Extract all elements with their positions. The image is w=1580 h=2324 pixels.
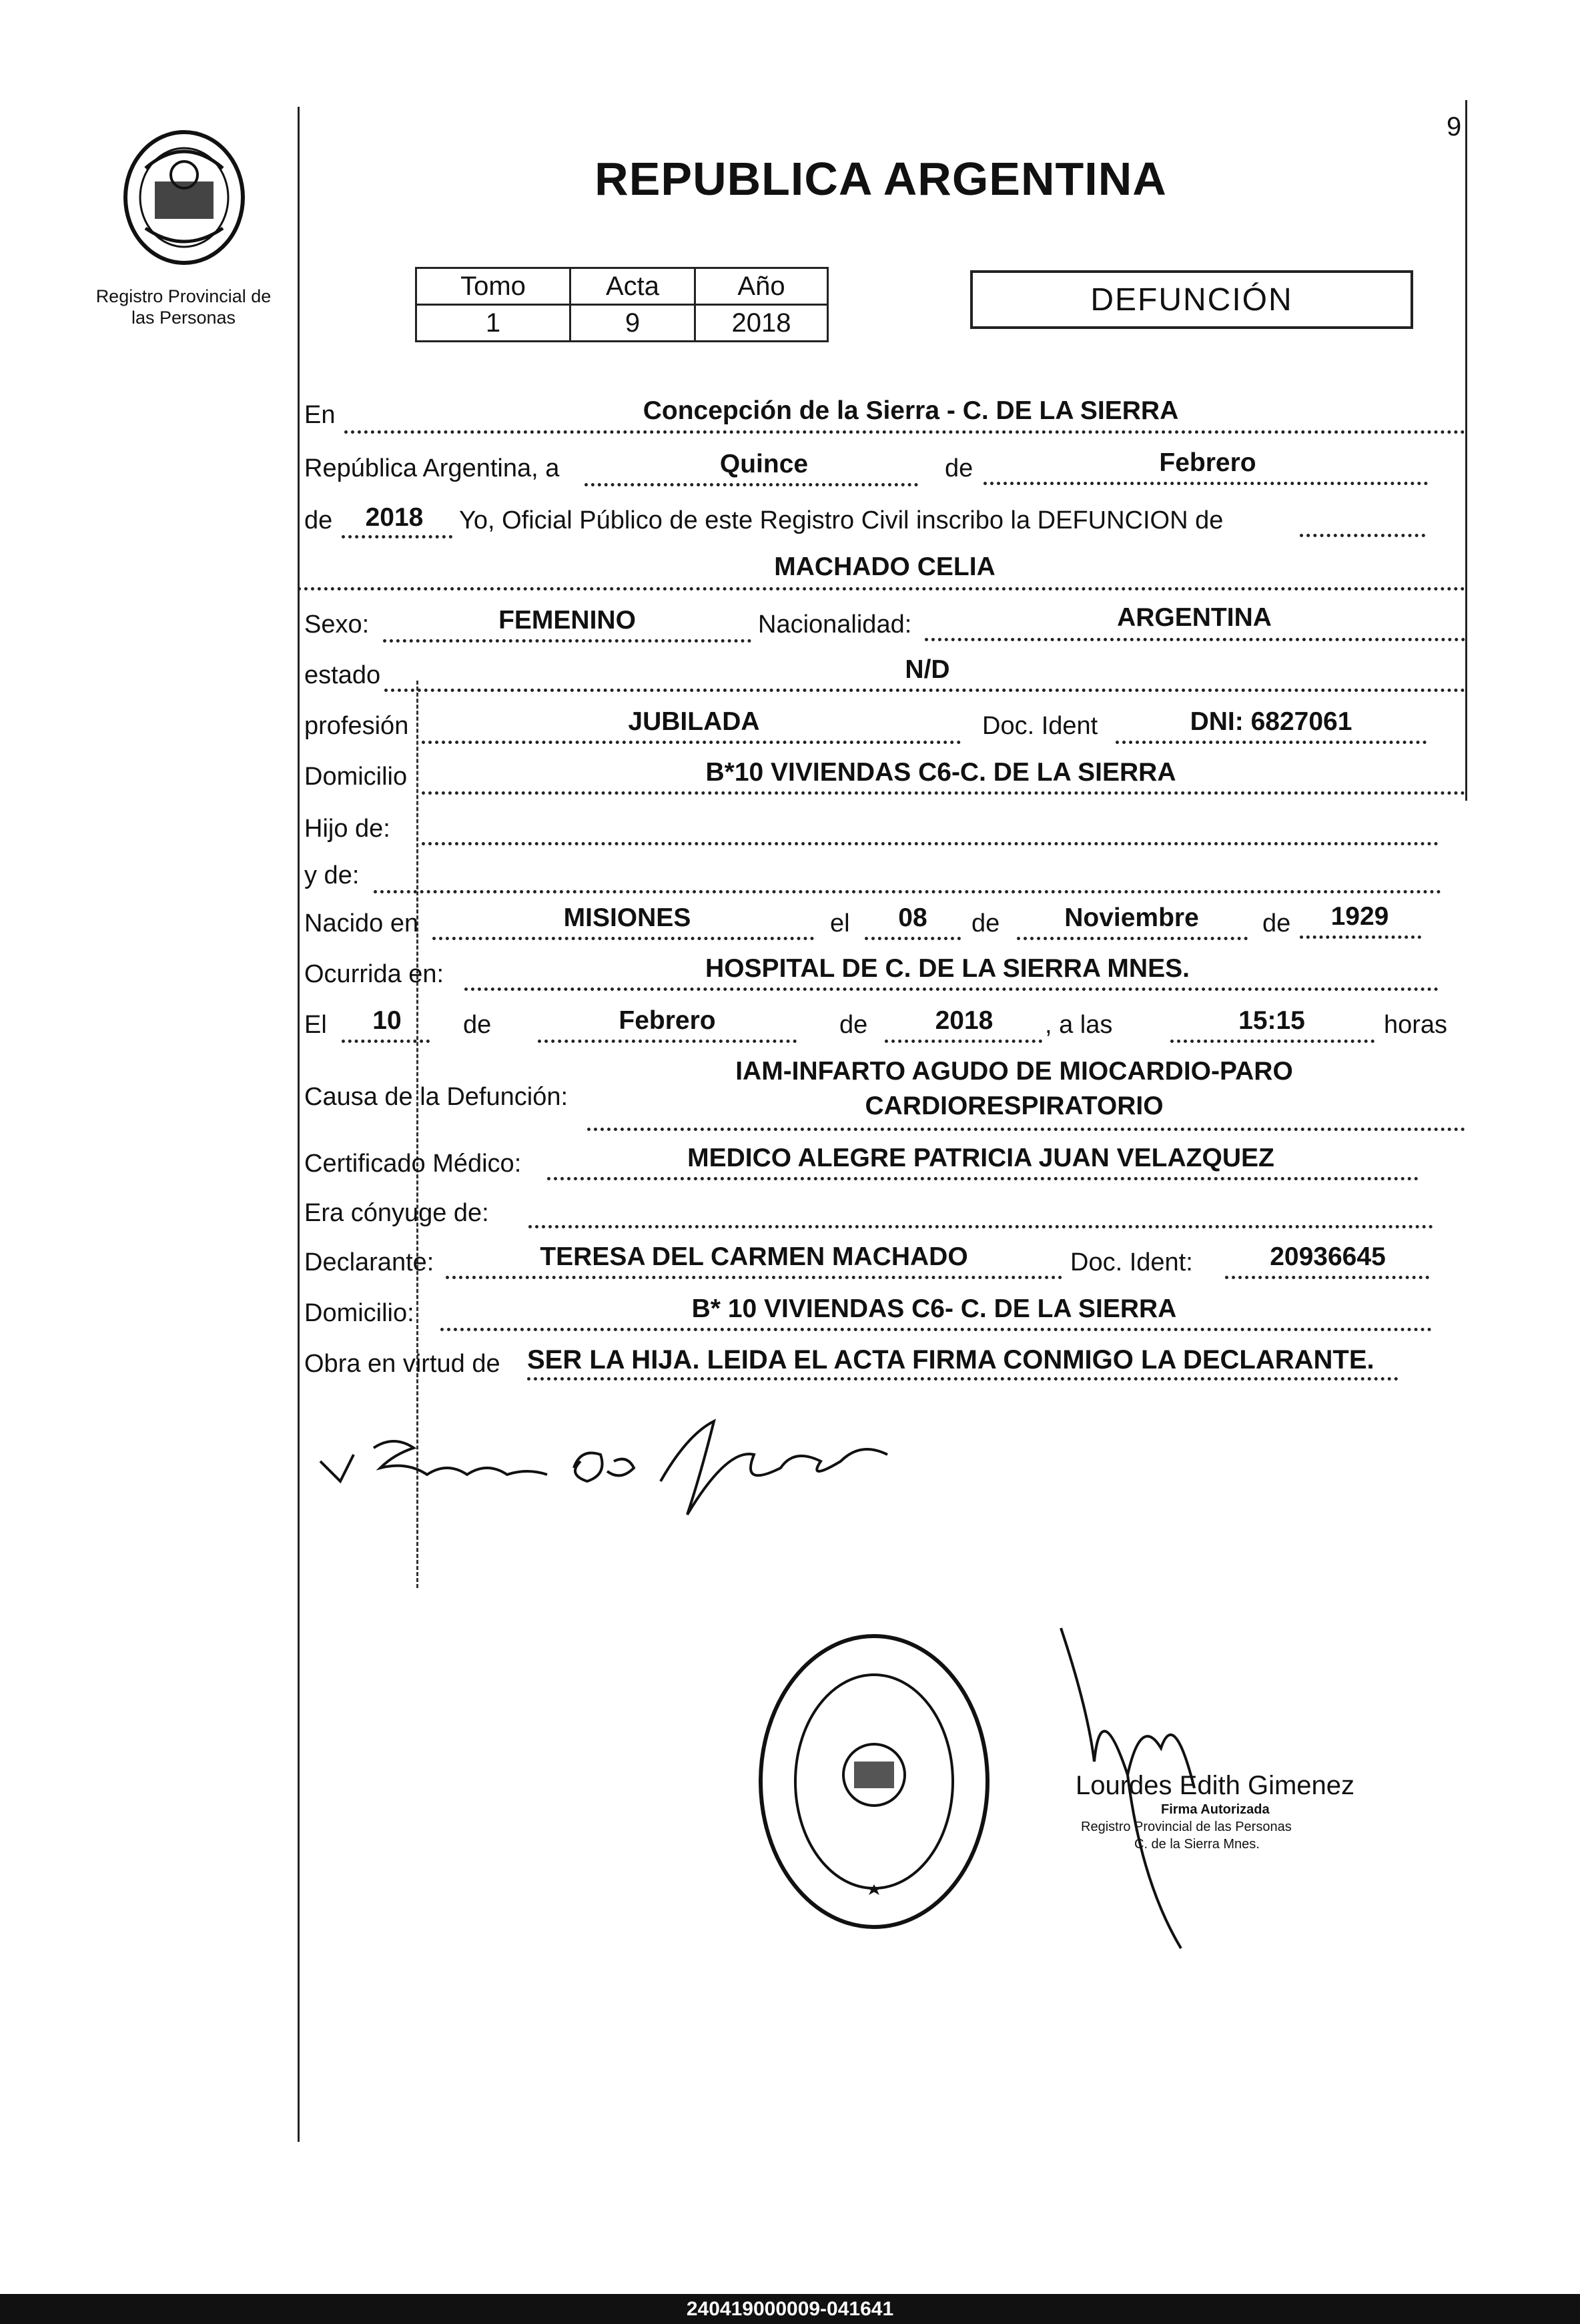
estado-line: [384, 689, 1465, 692]
coat-of-arms-logo: [119, 128, 250, 275]
nac-mes-line: [1017, 937, 1248, 940]
anio-value-inline: 2018: [365, 503, 424, 532]
doc-label: Doc. Ident: [982, 712, 1098, 740]
nac-dia-value: 08: [898, 903, 927, 932]
def-mes-line: [538, 1040, 797, 1043]
doc-line: [1116, 741, 1427, 744]
de2-label: de: [304, 506, 333, 534]
domicilio-value: B*10 VIVIENDAS C6-C. DE LA SIERRA: [705, 758, 1176, 787]
hijo-line: [422, 842, 1439, 845]
acta-header: Acta: [570, 268, 695, 305]
oficial-text: Yo, Oficial Público de este Registro Civil inscribo la DEFUNCION de: [459, 506, 1224, 534]
hijo-label: Hijo de:: [304, 815, 390, 843]
nacido-label: Nacido en: [304, 909, 419, 937]
de-label: de: [945, 454, 973, 482]
record-table: [415, 267, 829, 342]
registry-name-line1: Registro Provincial de: [95, 286, 272, 306]
obra-value: SER LA HIJA. LEIDA EL ACTA FIRMA CONMIGO LA DECLARANTE.: [527, 1345, 1374, 1375]
causa-line: [587, 1128, 1465, 1131]
oficial-line: [1300, 534, 1425, 537]
def-mes-value: Febrero: [619, 1006, 716, 1035]
lugar-line: [344, 430, 1465, 434]
nacido-lugar-value: MISIONES: [563, 903, 691, 932]
declarante-label: Declarante:: [304, 1248, 434, 1276]
barcode-text: 240419000009-041641: [686, 2298, 894, 2320]
el-label: el: [830, 909, 850, 937]
yde-line: [374, 890, 1441, 893]
doc2-line: [1225, 1276, 1429, 1279]
domicilio2-value: B* 10 VIVIENDAS C6- C. DE LA SIERRA: [691, 1294, 1177, 1323]
declarante-value: TERESA DEL CARMEN MACHADO: [540, 1242, 968, 1271]
nombre-line: [298, 587, 1465, 591]
obra-line: [527, 1377, 1399, 1381]
estado-value: N/D: [905, 655, 950, 684]
dia-value: Quince: [719, 450, 809, 478]
causa-label: Causa de la Defunción:: [304, 1083, 568, 1111]
official-line3: C. de la Sierra Mnes.: [1134, 1837, 1260, 1852]
tomo-header: Tomo: [416, 268, 570, 305]
def-anio-value: 2018: [935, 1006, 994, 1035]
conyuge-label: Era cónyuge de:: [304, 1199, 489, 1227]
def-dia-line: [342, 1040, 430, 1043]
en-label: En: [304, 401, 336, 429]
certificado-label: Certificado Médico:: [304, 1150, 522, 1178]
de3-label: de: [971, 909, 1000, 937]
footer-bar: [0, 2294, 1580, 2324]
acta-value: 9: [570, 305, 695, 342]
mes-line: [983, 482, 1428, 485]
doc2-value: 20936645: [1270, 1242, 1386, 1271]
left-margin-rule: [298, 107, 300, 2142]
lugar-value: Concepción de la Sierra - C. DE LA SIERRA: [643, 396, 1179, 425]
page-number: 9: [1447, 112, 1462, 141]
certificado-value: MEDICO ALEGRE PATRICIA JUAN VELAZQUEZ: [687, 1144, 1274, 1172]
right-margin-rule: [1465, 100, 1467, 801]
profesion-label: profesión: [304, 712, 409, 740]
domicilio2-label: Domicilio:: [304, 1299, 414, 1327]
certificado-line: [547, 1177, 1419, 1180]
nac-dia-line: [865, 937, 961, 940]
profesion-line: [422, 741, 961, 744]
sexo-label: Sexo:: [304, 611, 370, 639]
sexo-line: [383, 639, 751, 643]
ocurrida-label: Ocurrida en:: [304, 960, 444, 988]
de5-label: de: [463, 1011, 492, 1039]
domicilio2-line: [440, 1328, 1432, 1331]
hora-line: [1170, 1040, 1374, 1043]
nacionalidad-line: [925, 638, 1465, 641]
conyuge-line: [528, 1225, 1433, 1228]
de6-label: de: [839, 1011, 868, 1039]
yde-label: y de:: [304, 861, 360, 889]
anio-header: Año: [695, 268, 828, 305]
obra-label: Obra en virtud de: [304, 1350, 500, 1378]
tomo-value: 1: [416, 305, 570, 342]
nac-mes-value: Noviembre: [1064, 903, 1199, 932]
domicilio-label: Domicilio: [304, 763, 408, 791]
hora-value: 15:15: [1238, 1006, 1305, 1035]
anio-value: 2018: [695, 305, 828, 342]
nac-anio-line: [1300, 935, 1421, 939]
de4-label: de: [1262, 909, 1291, 937]
nac-anio-value: 1929: [1330, 902, 1389, 931]
mes-value: Febrero: [1159, 448, 1256, 477]
causa-line2: CARDIORESPIRATORIO: [865, 1092, 1164, 1120]
doc-value: DNI: 6827061: [1190, 707, 1352, 736]
nacionalidad-label: Nacionalidad:: [758, 611, 912, 639]
registry-name-line2: las Personas: [131, 308, 236, 328]
causa-line1: IAM-INFARTO AGUDO DE MIOCARDIO-PARO: [735, 1057, 1293, 1086]
declarante-line: [446, 1276, 1062, 1279]
nacido-lugar-line: [432, 937, 814, 940]
nacionalidad-value: ARGENTINA: [1117, 603, 1272, 632]
declarant-signature: [314, 1408, 914, 1541]
horas-label: horas: [1384, 1011, 1448, 1039]
alas-label: , a las: [1045, 1011, 1113, 1039]
ocurrida-line: [464, 988, 1439, 991]
sexo-value: FEMENINO: [498, 606, 636, 635]
dia-line: [584, 483, 918, 486]
profesion-value: JUBILADA: [628, 707, 760, 736]
domicilio-line: [422, 791, 1465, 795]
official-line2: Registro Provincial de las Personas: [1081, 1820, 1292, 1834]
doc2-label: Doc. Ident:: [1070, 1248, 1193, 1276]
def-dia-value: 10: [372, 1006, 402, 1035]
official-line1: Firma Autorizada: [1161, 1802, 1270, 1817]
nombre-value: MACHADO CELIA: [774, 552, 996, 581]
republica-label: República Argentina, a: [304, 454, 560, 482]
page-title: REPUBLICA ARGENTINA: [595, 153, 1167, 205]
record-type-box: DEFUNCIÓN: [970, 270, 1413, 329]
ocurrida-value: HOSPITAL DE C. DE LA SIERRA MNES.: [705, 954, 1190, 983]
El-label: El: [304, 1011, 327, 1039]
def-anio-line: [885, 1040, 1042, 1043]
official-stamp: [754, 1628, 994, 1935]
estado-label: estado: [304, 661, 381, 689]
anio-line: [342, 535, 452, 538]
official-name: Lourdes Edith Gimenez: [1076, 1771, 1355, 1800]
